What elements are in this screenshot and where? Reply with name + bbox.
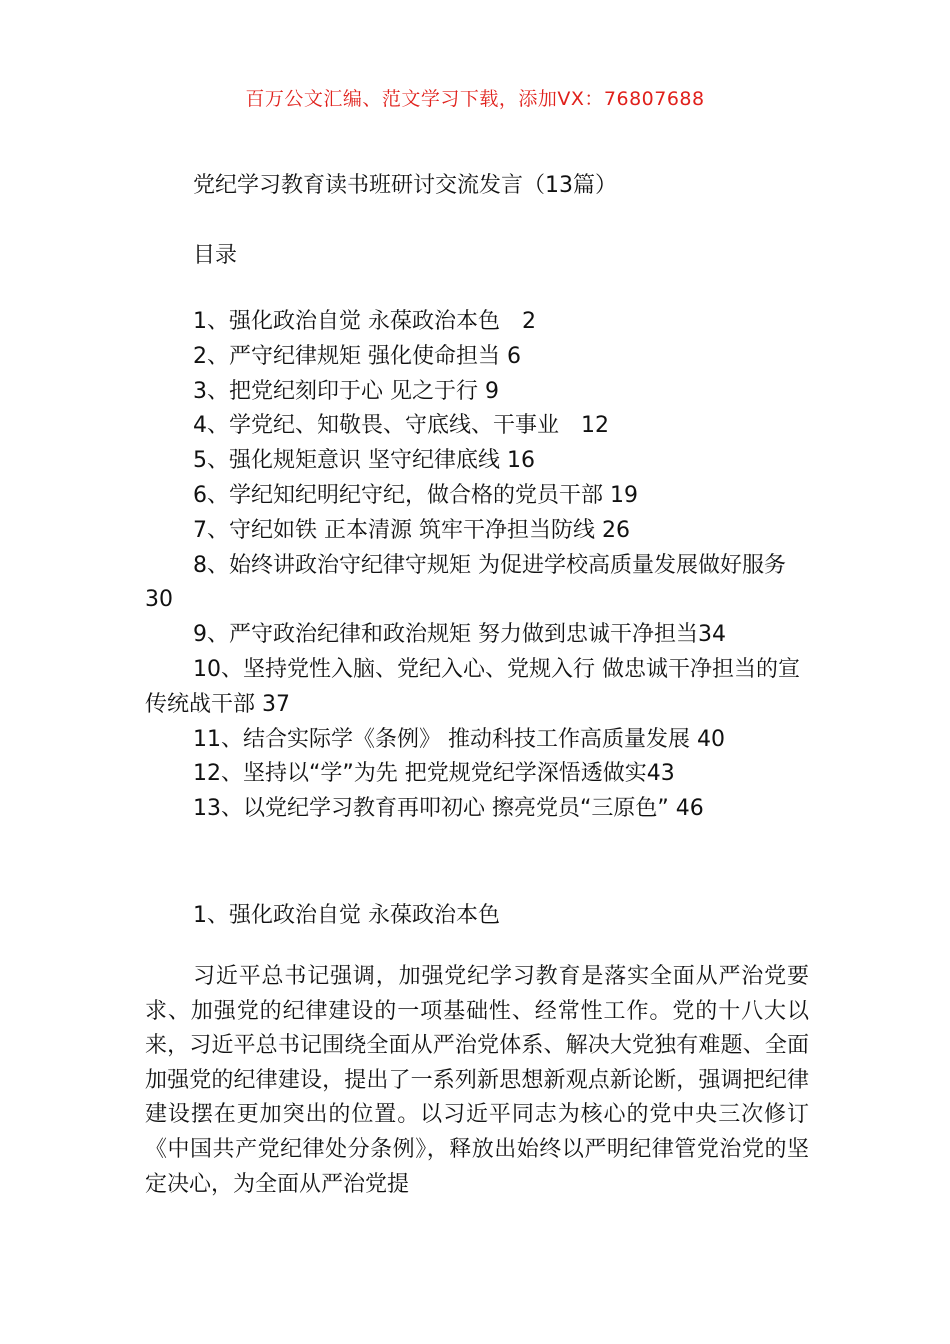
toc-entry-3[interactable]: 3、把党纪刻印于心 见之于行 9 xyxy=(193,378,499,404)
toc-entry-5[interactable]: 5、强化规矩意识 坚守纪律底线 16 xyxy=(193,448,535,474)
toc-entry-4[interactable]: 4、学党纪、知敬畏、守底线、干事业 12 xyxy=(193,413,609,439)
toc-entry-12[interactable]: 12、坚持以“学”为先 把党规党纪学深悟透做实43 xyxy=(193,761,675,787)
toc-entry-1[interactable]: 1、强化政治自觉 永葆政治本色 2 xyxy=(193,309,536,334)
body-paragraph: 习近平总书记强调，加强党纪学习教育是落实全面从严治党要求、加强党的纪律建设的一项基础性、经常性工作。党的十八大以来，习近平总书记围绕全面从严治党体系、解决大党独有难题、全面加强党的纪律建设，提出了一系列新思想新观点新论断，强调把纪律建设摆在更加突出的位置。以习近平同志为核心的党中央三次修订《中国共产党纪律处分条例》，释放出始终以严明纪律管党治党的坚定决心，为全面从严治党提 xyxy=(145,964,809,1197)
toc-entry-13[interactable]: 13、以党纪学习教育再叩初心 擦亮党员“三原色” 46 xyxy=(193,796,704,822)
toc-entry-2[interactable]: 2、严守纪律规矩 强化使命担当 6 xyxy=(193,343,521,369)
table-of-contents xyxy=(145,305,813,827)
toc-entry-11[interactable]: 11、结合实际学《条例》 推动科技工作高质量发展 40 xyxy=(193,726,725,752)
toc-entry-6[interactable]: 6、学纪知纪明纪守纪，做合格的党员干部 19 xyxy=(193,482,638,508)
toc-heading: 目录 xyxy=(193,243,238,268)
toc-entry-7[interactable]: 7、守纪如铁 正本清源 筑牢干净担当防线 26 xyxy=(193,517,630,543)
header-banner: 百万公文汇编、范文学习下载，添加VX：76807688 xyxy=(245,88,705,110)
section-heading: 1、强化政治自觉 永葆政治本色 xyxy=(193,903,500,928)
toc-entry-9[interactable]: 9、严守政治纪律和政治规矩 努力做到忠诚干净担当34 xyxy=(193,622,726,648)
toc-entry-8[interactable]: 8、始终讲政治守纪律守规矩 为促进学校高质量发展做好服务 30 xyxy=(145,552,786,613)
document-title: 党纪学习教育读书班研讨交流发言（13篇） xyxy=(193,173,617,198)
toc-entry-10[interactable]: 10、坚持党性入脑、党纪入心、党规入行 做忠诚干净担当的宣传统战干部 37 xyxy=(145,656,800,717)
